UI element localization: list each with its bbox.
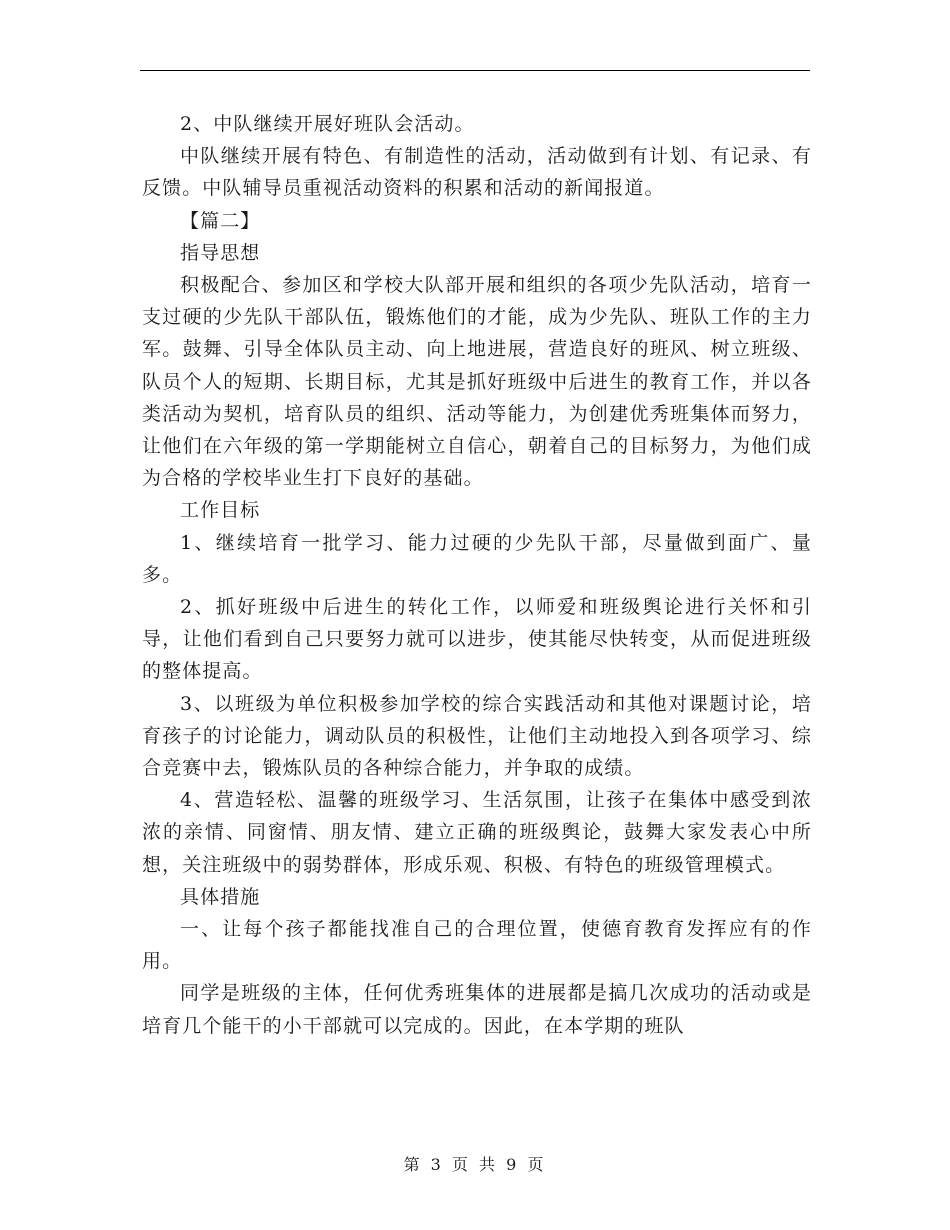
paragraph: 3、以班级为单位积极参加学校的综合实践活动和其他对课题讨论，培育孩子的讨论能力，调动队员的积极性，让他们主动地投入到各项学习、综合竞赛中去，锻炼队员的各种综合能力，并争取的成绩。 xyxy=(142,692,812,780)
document-body xyxy=(142,108,812,1042)
section-heading: 【篇二】 xyxy=(180,209,261,232)
paragraph: 1、继续培育一批学习、能力过硬的少先队干部，尽量做到面广、量多。 xyxy=(142,531,812,586)
paragraph: 中队继续开展有特色、有制造性的活动，活动做到有计划、有记录、有反馈。中队辅导员重视活动资料的积累和活动的新闻报道。 xyxy=(142,145,812,200)
paragraph: 同学是班级的主体，任何优秀班集体的进展都是搞几次成功的活动或是培育几个能干的小干部就可以完成的。因此，在本学期的班队 xyxy=(142,982,812,1037)
section-heading: 具体措施 xyxy=(180,885,261,908)
section-heading: 工作目标 xyxy=(180,499,261,522)
paragraph: 一、让每个孩子都能找准自己的合理位置，使德育教育发挥应有的作用。 xyxy=(142,918,812,973)
paragraph: 4、营造轻松、温馨的班级学习、生活氛围，让孩子在集体中感受到浓浓的亲情、同窗情、朋友情、建立正确的班级舆论，鼓舞大家发表心中所想，关注班级中的弱势群体，形成乐观、积极、有特色的班级管理模式。 xyxy=(142,789,812,876)
paragraph: 2、抓好班级中后进生的转化工作，以师爱和班级舆论进行关怀和引导，让他们看到自己只要努力就可以进步，使其能尽快转变，从而促进班级的整体提高。 xyxy=(142,596,812,683)
header-rule xyxy=(140,70,810,71)
page-footer: 第 3 页 共 9 页 xyxy=(403,1155,547,1174)
section-heading: 指导思想 xyxy=(180,241,261,264)
paragraph: 积极配合、参加区和学校大队部开展和组织的各项少先队活动，培育一支过硬的少先队干部队伍，锻炼他们的才能，成为少先队、班队工作的主力军。鼓舞、引导全体队员主动、向上地进展，营造良好的班风、树立班级、队员个人的短期、长期目标，尤其是抓好班级中后进生的教育工作，并以各类活动为契机，培育队员的组织、活动等能力，为创建优秀班集体而努力，让他们在六年级的第一学期能树立自信心，朝着自己的目标努力，为他们成为合格的学校毕业生打下良好的基础。 xyxy=(142,274,812,490)
paragraph: 2、中队继续开展好班队会活动。 xyxy=(180,113,475,135)
